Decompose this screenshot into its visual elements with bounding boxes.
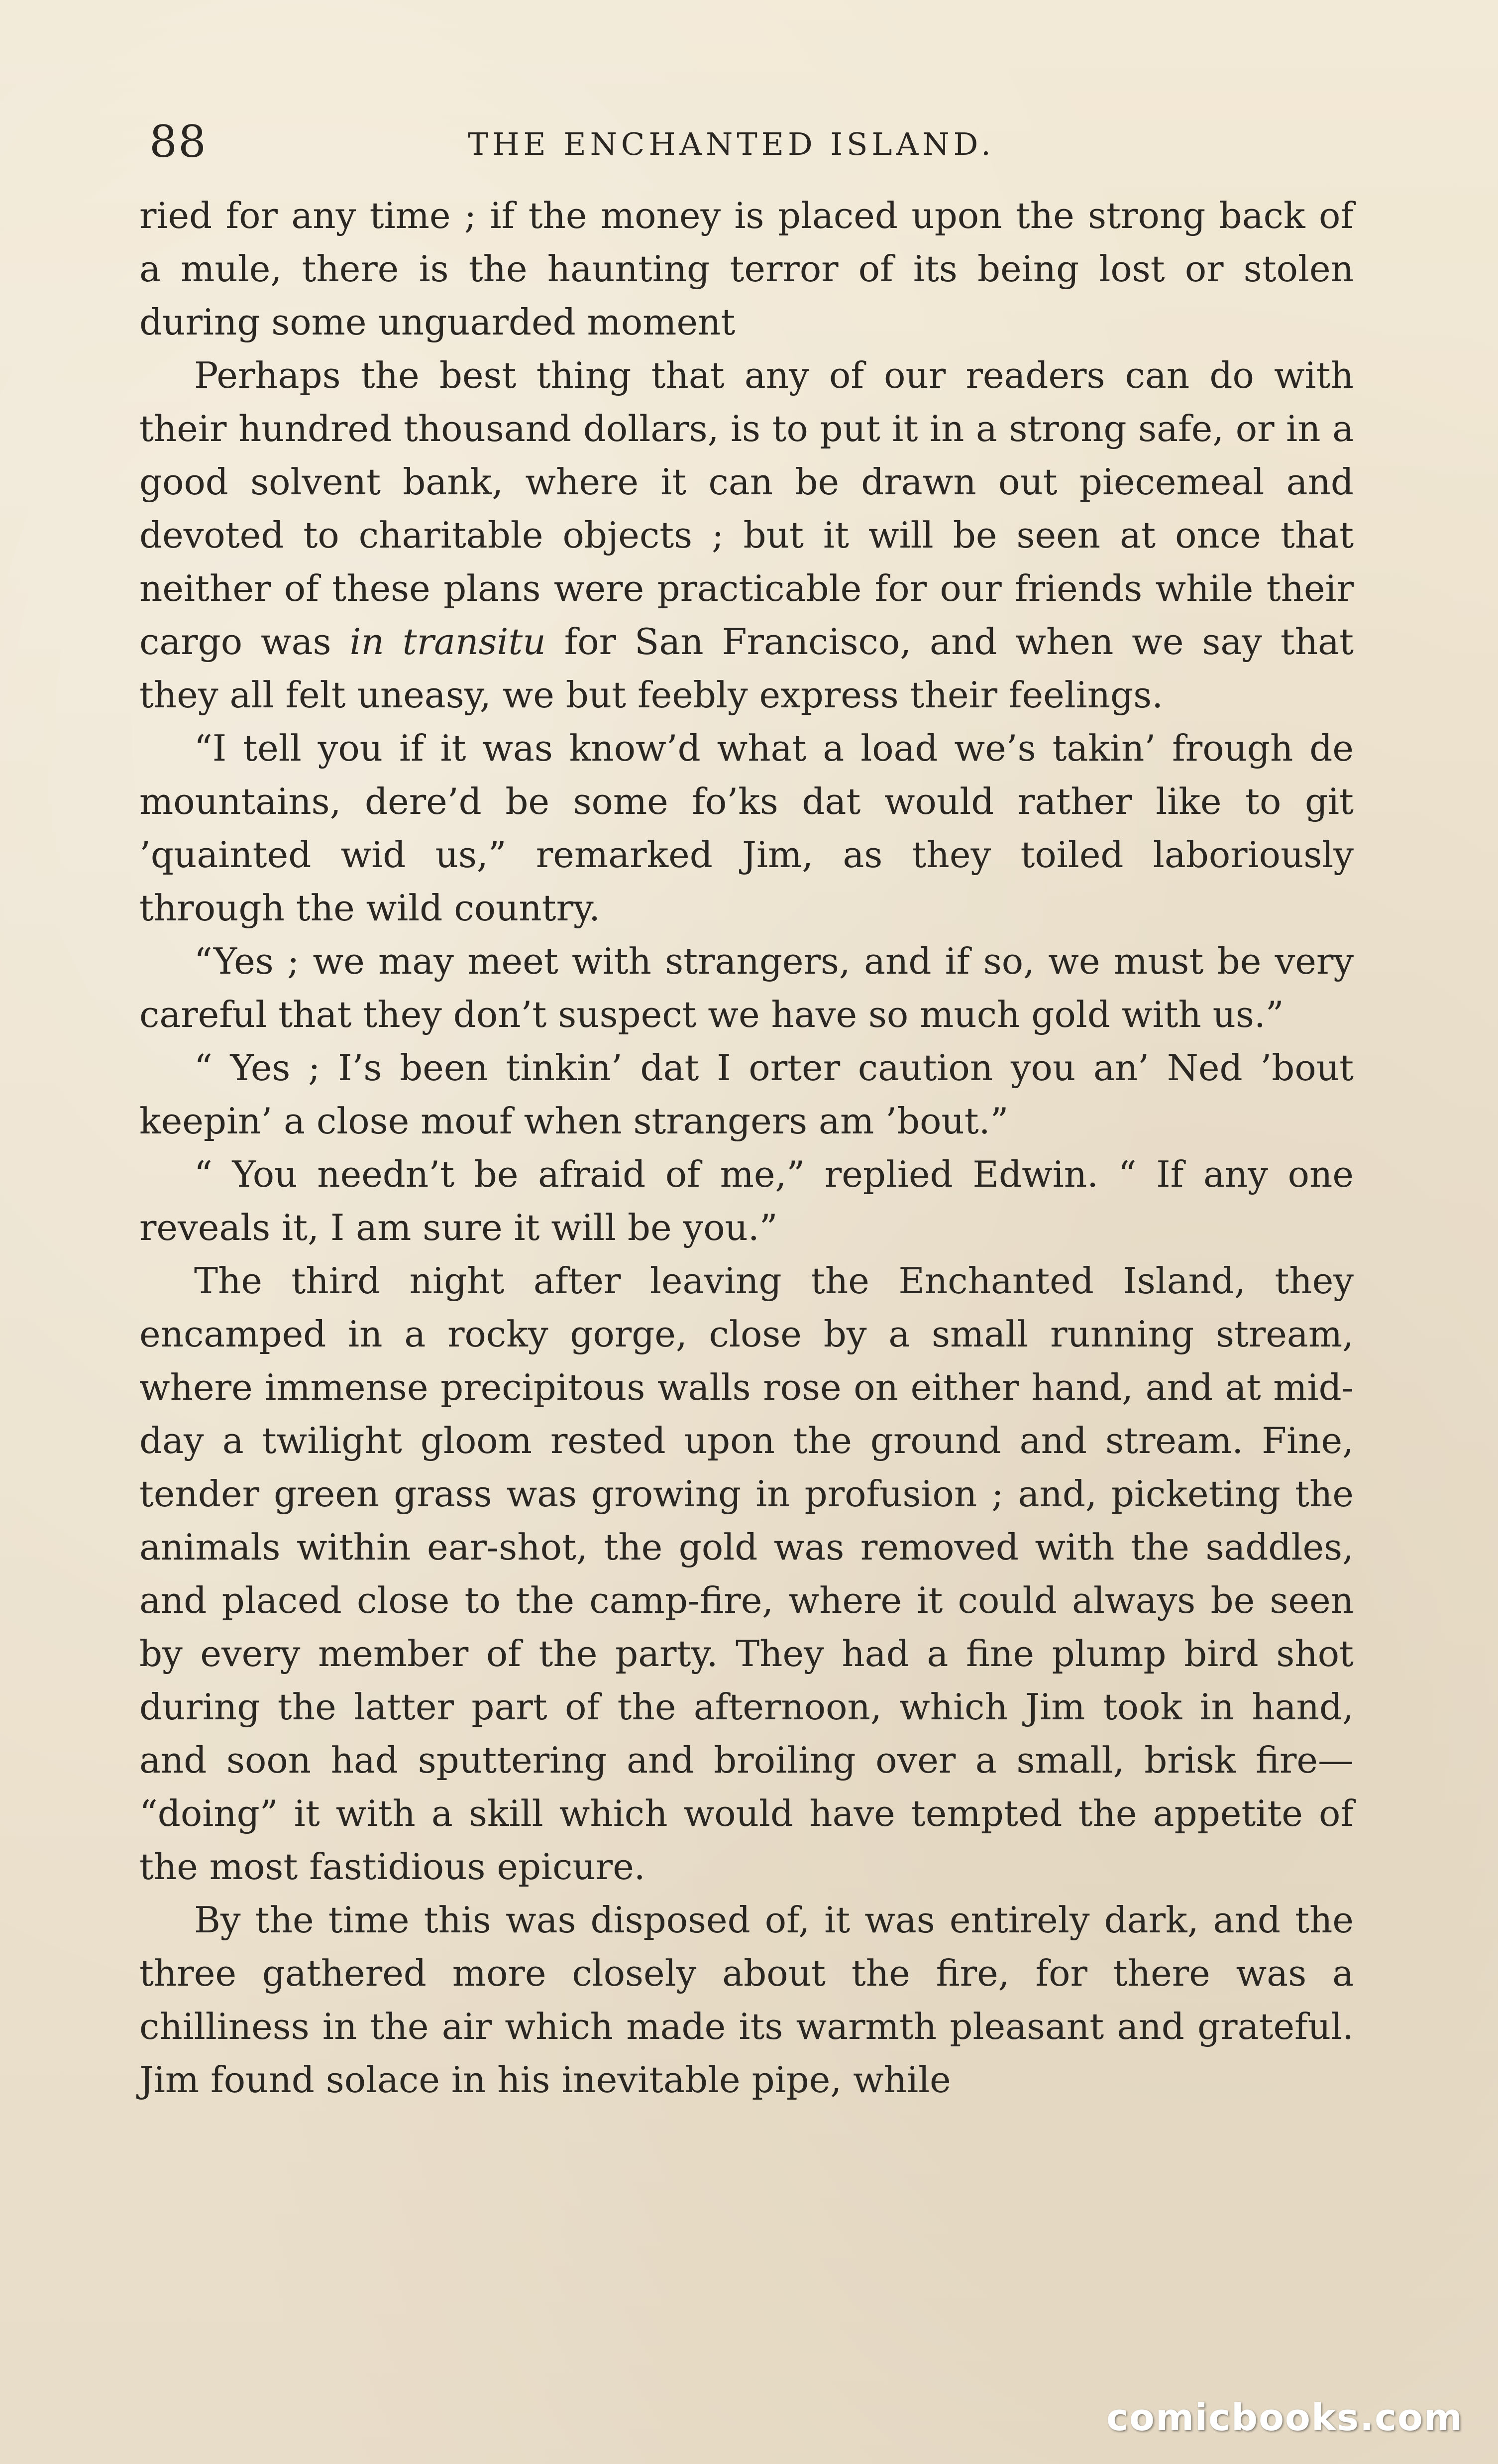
paragraph: “ Yes ; I’s been tinkin’ dat I orter caution you an’ Ned ’bout keepin’ a close mouf when strangers am ’bout.” [139, 1047, 1354, 1142]
paragraph: By the time this was disposed of, it was entirely dark, and the three gathered more closely about the fire, for there was a chilliness in the air which made its warmth pleasant and grateful. Jim found solace in his inevitable pipe, while [139, 1899, 1354, 2101]
paragraph-text: Perhaps the best thing that any of our readers can do with their hundred thousand dollars, is to put it in a strong safe, or in a good solvent bank, where it can be drawn out piecemeal and devoted to charitable objects ; but it will be seen at once that neither of these plans were practicable for our friends while their cargo was [139, 354, 1354, 663]
italic-phrase: in transitu [349, 621, 546, 663]
paragraph: “Yes ; we may meet with strangers, and if so, we must be very careful that they don’t suspect we have so much gold with us.” [139, 940, 1354, 1035]
paragraph: The third night after leaving the Enchanted Island, they encamped in a rocky gorge, close by a small running stream, where immense precipitous walls rose on either hand, and at mid-day a twilight gloom rested upon the ground and stream. Fine, tender green grass was growing in profusion ; and, picketing the animals within ear-shot, the gold was removed with the saddles, and placed close to the camp-fire, where it could always be seen by every member of the party. They had a fine plump bird shot during the latter part of the afternoon, which Jim took in hand, and soon had sputtering and broiling over a small, brisk fire— “doing” it with a skill which would have tempted the appetite of the most fastidious epicure. [139, 1260, 1354, 1888]
watermark-text: comicbooks.com [1106, 2396, 1463, 2439]
page-number: 88 [149, 116, 207, 167]
paragraph: ried for any time ; if the money is placed upon the strong back of a mule, there is the haunting terror of its being lost or stolen during some unguarded moment [139, 195, 1354, 343]
body-text [139, 189, 1354, 2107]
page-header [139, 114, 1354, 174]
paragraph: “I tell you if it was know’d what a load we’s takin’ frough de mountains, dere’d be some fo’ks dat would rather like to git ’quainted wid us,” remarked Jim, as they toiled laboriously through the wild country. [139, 727, 1354, 929]
paragraph [139, 349, 1354, 722]
paragraph: “ You needn’t be afraid of me,” replied Edwin. “ If any one reveals it, I am sure it will be you.” [139, 1153, 1354, 1248]
paragraph-text: for San Francisco, and when we say that they all felt uneasy, we but feebly express their feelings. [139, 621, 1354, 716]
running-head: THE ENCHANTED ISLAND. [468, 126, 995, 162]
